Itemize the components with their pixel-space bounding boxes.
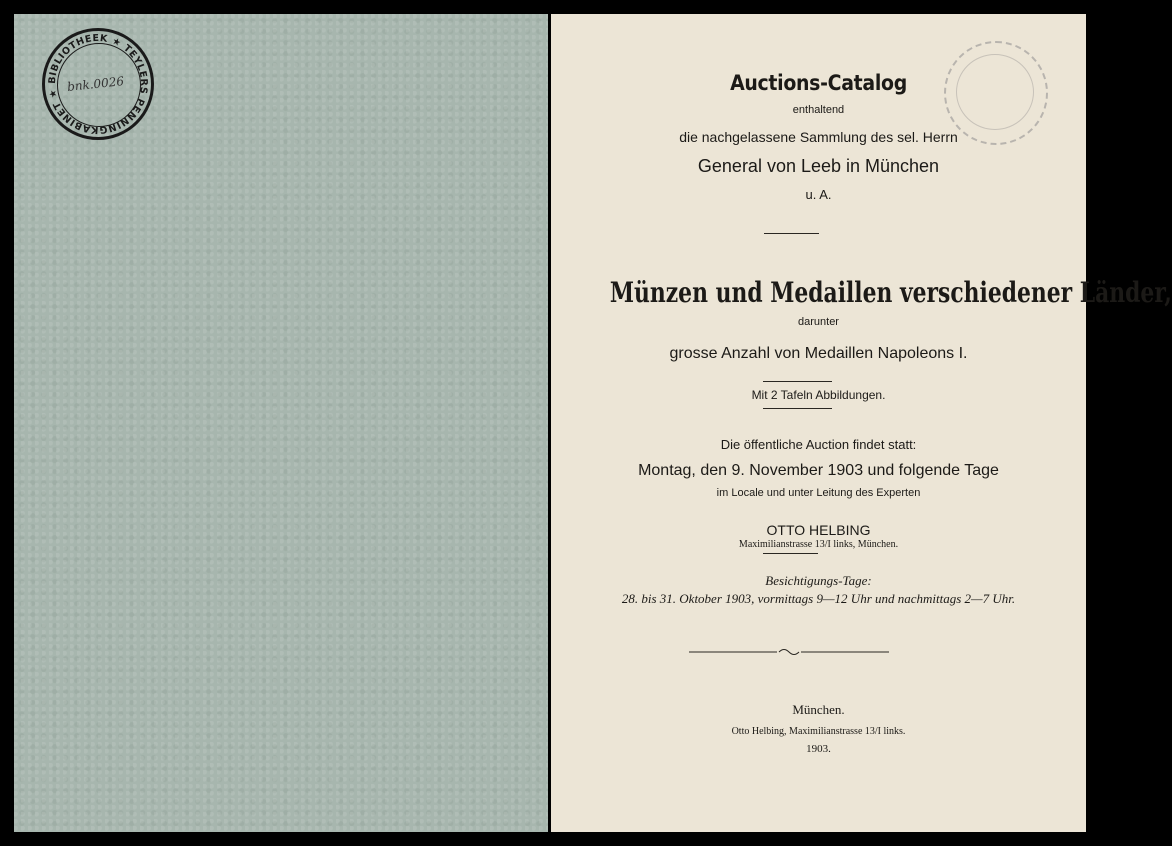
ua-text: u. A. [805,187,832,202]
auction-intro: Die öffentliche Auction findet statt: [720,437,917,452]
collection-line: die nachgelassene Sammlung des sel. Herrn [679,129,958,145]
ornament-divider [689,646,889,658]
viewing-label: Besichtigungs-Tage: [765,573,872,588]
publication-city: München. [792,702,845,717]
library-stamp [42,28,154,140]
publisher-line: Otto Helbing, Maximilianstrasse 13/I links. [731,726,906,737]
svg-text:BIBLIOTHEEK ★ TEYLERS PENNINGK: BIBLIOTHEEK ★ TEYLERS PENNINGKABINET ★ [46,32,150,136]
plates-text: Mit 2 Tafeln Abbildungen. [751,388,886,402]
subject-detail: grosse Anzahl von Medaillen Napoleons I. [669,345,968,362]
stamp-handwritten-number: bnk.0026 [66,74,125,94]
enthaltend-text: enthaltend [792,104,845,116]
expert-name: OTTO HELBING [766,522,871,538]
divider-rule-2 [763,553,818,554]
auction-date: Montag, den 9. November 1903 und folgende Tage [638,462,999,479]
main-subject: Münzen und Medaillen verschiedener Länder, [609,276,1172,309]
catalog-title: Auctions-Catalog [730,71,907,95]
title-page [551,14,1172,832]
collector-name: General von Leeb in München [697,156,940,176]
divider-rule [764,233,819,234]
darunter-text: darunter [798,316,839,328]
divider-rule-bottom [763,408,832,409]
locale-line: im Locale und unter Leitung des Experten [716,487,921,499]
expert-address: Maximilianstrasse 13/I links, München. [738,539,899,550]
viewing-dates: 28. bis 31. Oktober 1903, vormittags 9—12 Uhr und nachmittags 2—7 Uhr. [621,591,1016,606]
divider-rule-top [763,381,832,382]
publication-year: 1903. [806,743,831,755]
